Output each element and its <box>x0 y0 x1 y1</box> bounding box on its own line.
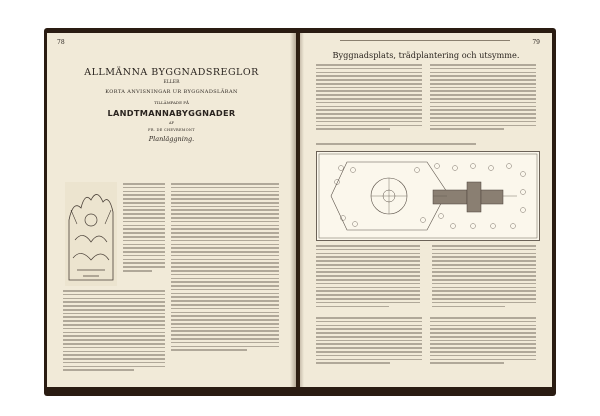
title-eller: ELLER <box>163 80 180 85</box>
text-column-right <box>171 183 279 353</box>
text-column-left <box>63 290 165 373</box>
legend-left <box>316 245 420 309</box>
right-page <box>300 33 552 387</box>
section-heading: Planläggning. <box>148 135 195 143</box>
page-title: Byggnadsplats, trädplantering och utsymme. <box>332 50 520 60</box>
legend-right <box>432 245 536 309</box>
page-number: 78 <box>57 39 65 46</box>
running-head <box>340 40 510 41</box>
title-subheading: KORTA ANVISNINGAR UR BYGGNADSLÄRAN <box>105 89 238 95</box>
text-column-left <box>316 64 422 132</box>
figure-caption <box>316 143 476 147</box>
title-af: AF <box>169 121 174 125</box>
ornament-illustration <box>63 180 119 288</box>
title-tillampade: TILLÄMPADE PÅ <box>154 100 189 105</box>
text-column-left-bottom <box>316 317 422 366</box>
site-plan-illustration <box>316 151 540 241</box>
author-name: FR. DE CHEVREMONT <box>148 128 195 132</box>
text-column-right <box>430 64 536 132</box>
text-column-right-bottom <box>430 317 536 366</box>
title-landtmanna: LANDTMANNABYGGNADER <box>107 108 236 118</box>
text-column-narrow <box>123 183 165 274</box>
page-number: 79 <box>532 39 540 46</box>
left-page <box>47 33 296 387</box>
page-title: ALLMÄNNA BYGGNADSREGLOR <box>84 67 259 78</box>
